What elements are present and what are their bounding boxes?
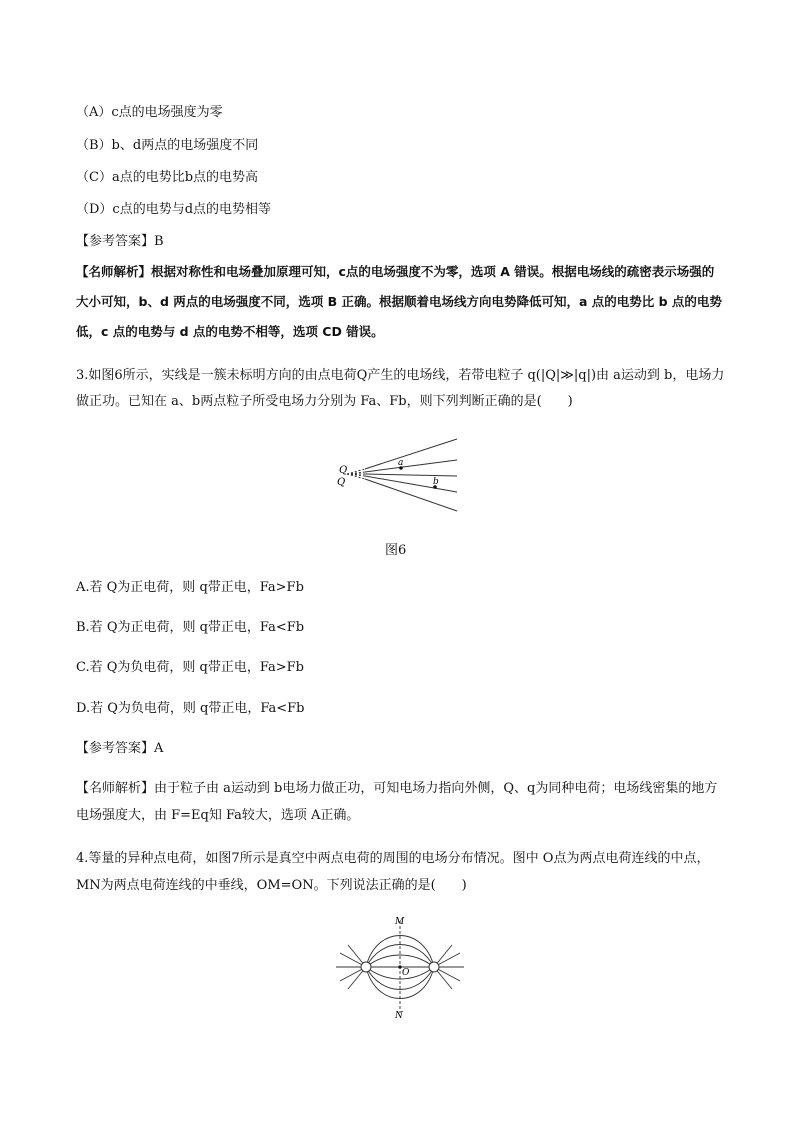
left-charge xyxy=(361,962,371,972)
point-m-label: M xyxy=(395,917,405,927)
q2-option-d: （D）c点的电势与d点的电势相等 xyxy=(76,202,272,217)
point-o-label: O xyxy=(402,968,410,978)
charge-q-label: Q xyxy=(337,477,346,488)
q2-answer: 【参考答案】B xyxy=(76,234,164,249)
point-b-label: b xyxy=(433,477,439,487)
q3-field-figure xyxy=(335,432,465,518)
right-charge xyxy=(429,962,439,972)
q3-option-c: C.若 Q为负电荷，则 q带正电，Fa>Fb xyxy=(76,660,304,675)
figure-6-caption: 图6 xyxy=(385,543,407,558)
point-n-label: N xyxy=(395,1011,403,1019)
q4-dipole-figure xyxy=(332,915,468,1019)
q3-stem: 3.如图6所示，实线是一簇未标明方向的由点电荷Q产生的电场线，若带电粒子 q(|Q|≫|q|)由 a运动到 b，电场力做正功。已知在 a、b两点粒子所受电场力分别为 Fa、Fb，则下列判断正确的是( ) xyxy=(76,368,725,409)
q2-option-b: （B）b、d两点的电场强度不同 xyxy=(76,138,259,153)
q2-option-c: （C）a点的电势比b点的电势高 xyxy=(76,170,259,185)
q3-answer: 【参考答案】A xyxy=(76,741,164,756)
q3-analysis: 【名师解析】由于粒子由 a运动到 b电场力做正功，可知电场力指向外侧，Q、q为同种电荷；电场线密集的地方电场强度大，由 F=Eq知 Fa较大，选项 A正确。 xyxy=(76,781,718,823)
point-a-label: a xyxy=(398,458,404,468)
q2-option-a: （A）c点的电场强度为零 xyxy=(76,105,223,120)
q3-option-d: D.若 Q为负电荷，则 q带正电，Fa<Fb xyxy=(76,701,305,716)
q3-option-b: B.若 Q为正电荷，则 q带正电，Fa<Fb xyxy=(76,620,305,635)
q2-analysis: 【名师解析】根据对称性和电场叠加原理可知，c点的电场强度不为零，选项 A 错误。根据电场线的疏密表示场强的大小可知，b、d 两点的电场强度不同，选项 B 正确。根据顺着电场线方向电势降低可知，a 点的电势比 b 点的电势低，c 点的电势与 d 点的电势不相等，选项 CD 错误。 xyxy=(76,264,722,339)
q4-stem: 4.等量的异种点电荷，如图7所示是真空中两点电荷的周围的电场分布情况。图中 O点为两点电荷连线的中点，MN为两点电荷连线的中垂线，OM=ON。下列说法正确的是( ) xyxy=(76,851,710,893)
charge-q-upper-label: Q xyxy=(339,465,348,476)
q3-option-a: A.若 Q为正电荷，则 q带正电，Fa>Fb xyxy=(76,580,304,595)
